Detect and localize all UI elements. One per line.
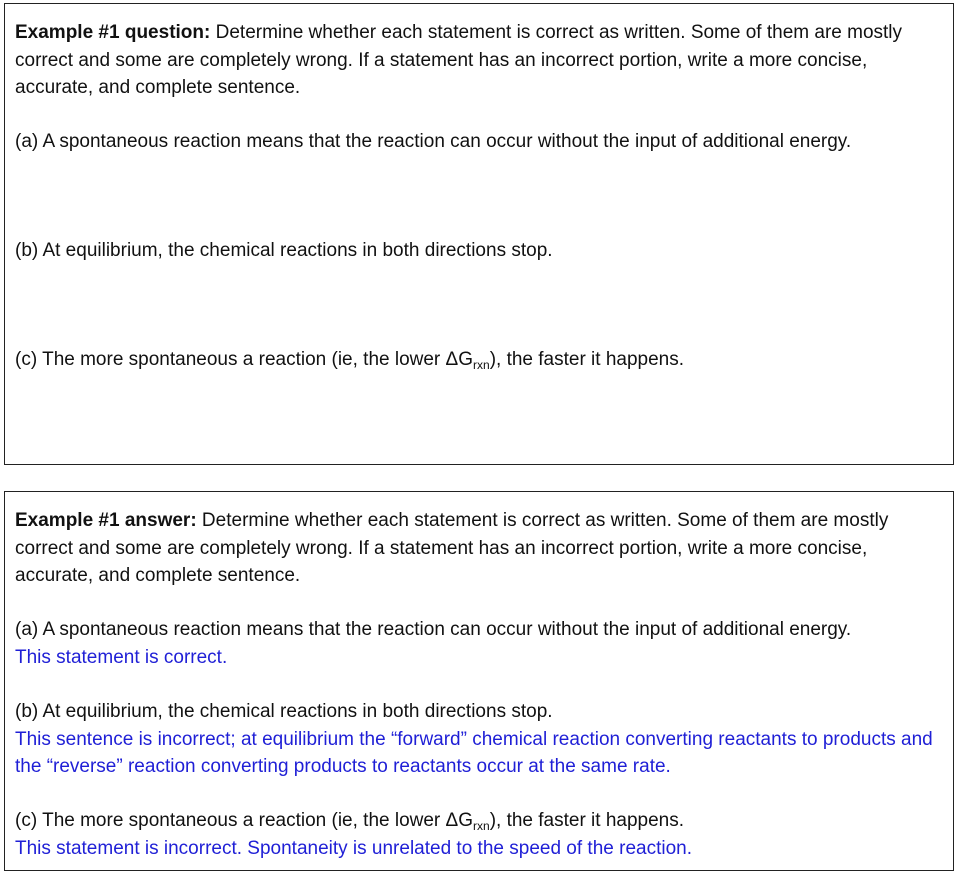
answer-response-a: This statement is correct. xyxy=(15,646,228,668)
answer-c-subscript: rxn xyxy=(473,819,490,833)
answer-label: Example #1 answer: xyxy=(15,510,197,531)
question-statement-b: (b) At equilibrium, the chemical reactions in both directions stop. xyxy=(15,240,553,261)
answer-intro xyxy=(15,507,941,590)
answer-intro-text: Determine whether each statement is correct as written. Some of them are mostly correct and some are completely wrong. If a statement has an incorrect portion, write a more concise, accurate, and complete sentence. xyxy=(15,510,889,586)
question-c-text-end: ), the faster it happens. xyxy=(489,349,685,370)
question-intro xyxy=(15,19,941,102)
question-c-subscript: rxn xyxy=(473,358,490,372)
question-statement-a: (a) A spontaneous reaction means that the reaction can occur without the input of additional energy. xyxy=(15,131,852,152)
answer-statement-a: (a) A spontaneous reaction means that the reaction can occur without the input of additional energy. xyxy=(15,619,852,640)
answer-response-b: This sentence is incorrect; at equilibrium the “forward” chemical reaction converting reactants to products and the “reverse” reaction converting products to reactants occur at the same rate. xyxy=(15,728,933,777)
question-c-text: (c) The more spontaneous a reaction (ie, the lower ΔG xyxy=(15,349,474,370)
question-statement-c xyxy=(15,346,941,374)
answer-box xyxy=(4,491,954,871)
question-label: Example #1 question: xyxy=(15,22,211,43)
answer-statement-b: (b) At equilibrium, the chemical reactions in both directions stop. xyxy=(15,701,553,722)
answer-response-c: This statement is incorrect. Spontaneity is unrelated to the speed of the reaction. xyxy=(15,837,692,859)
answer-c-text: (c) The more spontaneous a reaction (ie, the lower ΔG xyxy=(15,810,474,831)
question-intro-text: Determine whether each statement is correct as written. Some of them are mostly correct and some are completely wrong. If a statement has an incorrect portion, write a more concise, accurate, and complete sentence. xyxy=(15,22,903,98)
answer-statement-c xyxy=(15,807,941,835)
answer-c-text-end: ), the faster it happens. xyxy=(489,810,685,831)
question-box xyxy=(4,3,954,465)
